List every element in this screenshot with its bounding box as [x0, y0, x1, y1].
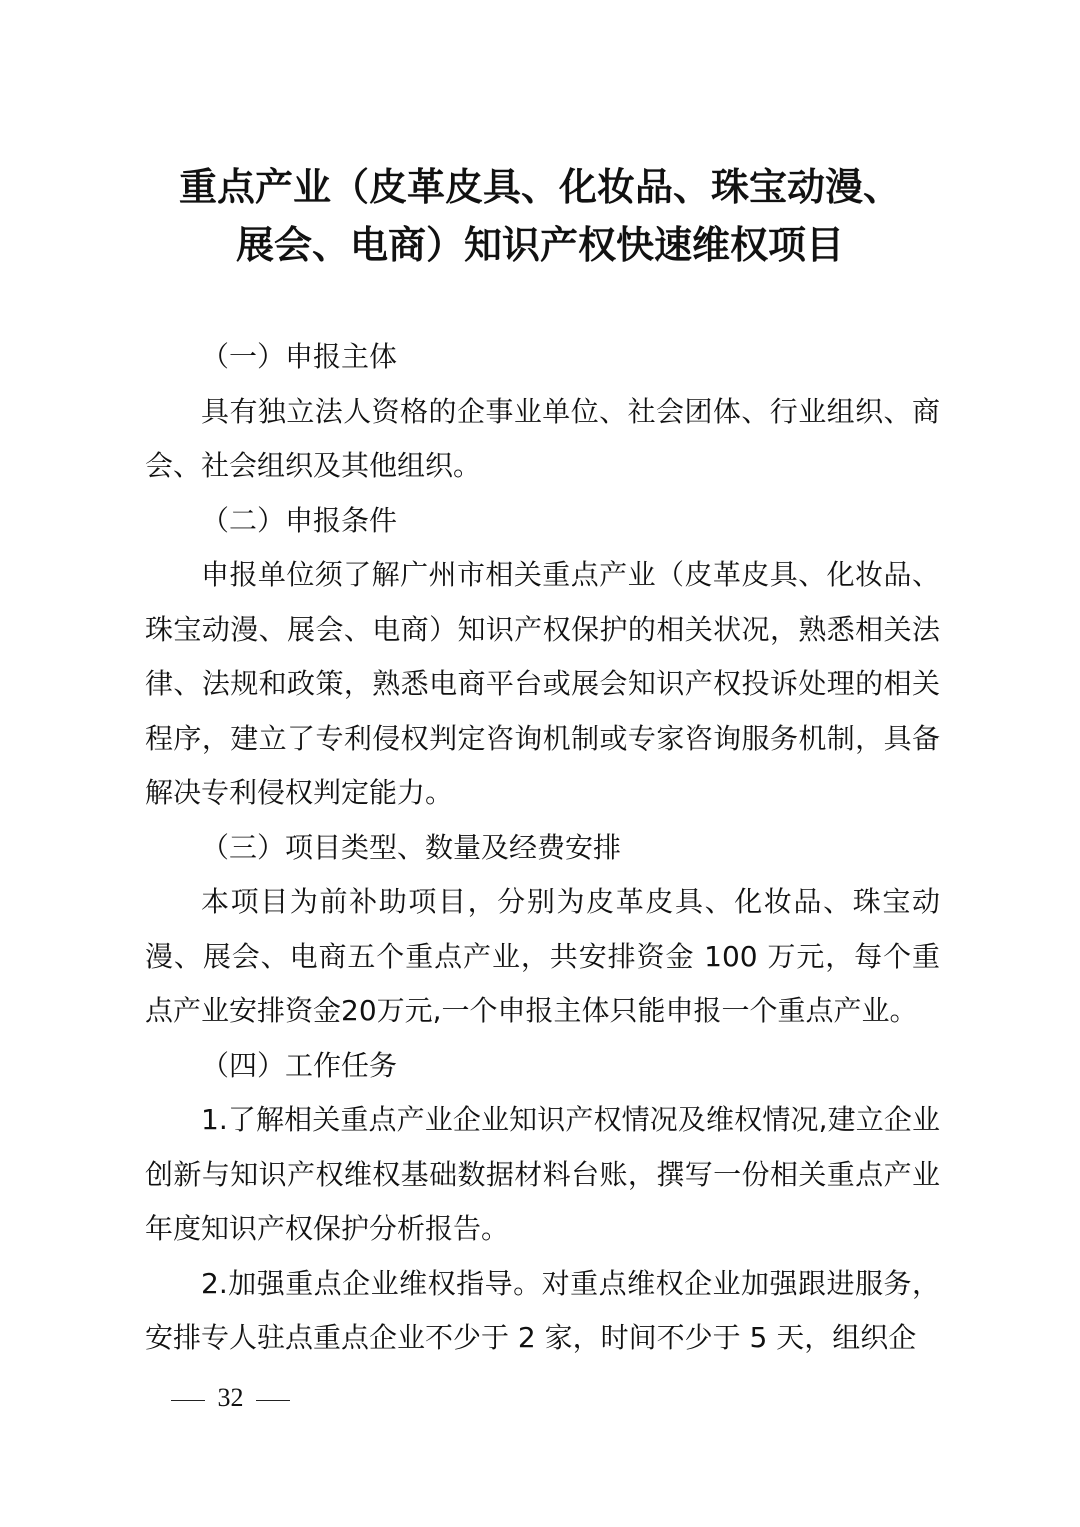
section-heading-4: （四）工作任务	[201, 1048, 398, 1082]
document-title	[140, 158, 940, 274]
document-body	[145, 330, 940, 1366]
footer-dash-right	[256, 1400, 290, 1401]
title-line-2: 展会、电商）知识产权快速维权项目	[235, 222, 844, 267]
footer-dash-left	[171, 1400, 205, 1401]
section-3-paragraph: 本项目为前补助项目，分别为皮革皮具、化妆品、珠宝动漫、展会、电商五个重点产业，共安排资金 100 万元，每个重点产业安排资金20万元,一个申报主体只能申报一个重点产业。	[145, 885, 940, 1027]
section-2-paragraph: 申报单位须了解广州市相关重点产业（皮革皮具、化妆品、珠宝动漫、展会、电商）知识产权保护的相关状况，熟悉相关法律、法规和政策，熟悉电商平台或展会知识产权投诉处理的相关程序，建立了专利侵权判定咨询机制或专家咨询服务机制，具备解决专利侵权判定能力。	[145, 558, 940, 809]
section-heading-2: （二）申报条件	[201, 503, 398, 537]
section-1-paragraph: 具有独立法人资格的企事业单位、社会团体、行业组织、商会、社会组织及其他组织。	[145, 394, 940, 482]
section-heading-1: （一）申报主体	[201, 340, 398, 373]
task-item-1: 1.了解相关重点产业企业知识产权情况及维权情况,建立企业创新与知识产权维权基础数据材料台账，撰写一份相关重点产业年度知识产权保护分析报告。	[145, 1103, 940, 1245]
title-line-1: 重点产业（皮革皮具、化妆品、珠宝动漫、	[178, 164, 901, 209]
task-item-2: 2.加强重点企业维权指导。对重点维权企业加强跟进服务，安排专人驻点重点企业不少于 2 家，时间不少于 5 天，组织企	[145, 1266, 940, 1354]
section-heading-3: （三）项目类型、数量及经费安排	[201, 830, 622, 864]
page-footer	[165, 1378, 296, 1418]
page-number: 32	[217, 1383, 244, 1412]
